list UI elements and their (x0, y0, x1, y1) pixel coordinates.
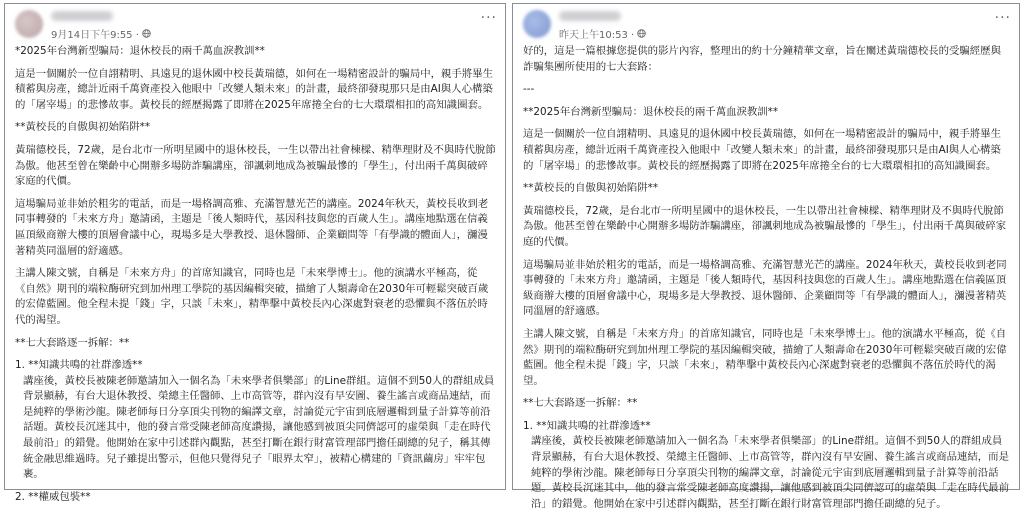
more-options-icon[interactable]: ··· (994, 10, 1011, 26)
post-paragraph: **七大套路逐一拆解：** (15, 336, 130, 349)
post-paragraph: 講座後，黃校長被陳老師邀請加入一個名為「未來學者俱樂部」的Line群組。這個不到50人的群組成員背景顯赫，有台大退休教授、榮總主任醫師、上市高管等，群內沒有早安圖、養生謠言或商品連結，而是純粹的學術沙龍。陳老師每日分享頂尖刊物的編譯文章，討論從元宇宙到底層邏輯到量子計算等前沿話題。黃校長沉迷其中，他的發言常受陳老師高度讚揚，讓他感到被頂尖同儕認可的虛榮與「走在時代最前沿」的錯覺。他開始在家中引述群內觀點，甚至打斷在銀行財富管理部門擔任副總的兒子。 (531, 435, 1009, 510)
post-paragraph: **黃校長的自傲與初始陷阱** (523, 182, 659, 195)
post-header (513, 4, 1019, 42)
post-paragraph: 這場騙局並非始於粗劣的電話，而是一場格調高雅、充滿智慧光芒的講座。2024年秋天，黃校長收到老同事轉發的「未來方舟」邀請函，主題是「後人類時代，基因科技與您的百歲人生」。講座地點選在信義區頂級商辦大樓的頂層會議中心，現場多是大學教授、退休醫師、企業顧問等「有學識的體面人」，瀰漫著精英同溫層的舒適感。 (15, 197, 489, 257)
post-timestamp[interactable]: 9月14日下午9:55 · (51, 30, 139, 41)
more-options-icon[interactable]: ··· (480, 10, 497, 26)
post-paragraph: **七大套路逐一拆解：** (523, 397, 638, 410)
post-timestamp[interactable]: 昨天上午10:53 · (559, 30, 635, 41)
post-paragraph: 這是一個關於一位自詡精明、具遠見的退休國中校長黃瑞德，如何在一場精密設計的騙局中，親手將畢生積蓄與房產，總計近兩千萬資產投入他眼中「改變人類未來」的計畫，最終卻發現那只是由AI與人心構築的「屠宰場」的悲慘故事。黃校長的經歷揭露了即將在2025年席捲全台的七大環環相扣的高知識圈套。 (15, 67, 493, 111)
post-card-left (4, 3, 506, 503)
post-paragraph: 主講人陳文號，自稱是「未來方舟」的首席知識官，同時也是「未來學博士」。他的演講水平極高，從《自然》期刊的端粒酶研究到加州理工學院的基因編輯突破，描繪了人類壽命在2030年可輕鬆突破百歲的宏偉藍圖。他全程未提「錢」字，只談「未來」，精準擊中黃校長內心深處對衰老的恐懼與不落伍於時代的渴望。 (523, 327, 1007, 387)
post-paragraph: 好的，這是一篇根據您提供的影片內容，整理出的約十分鐘精華文章，旨在闡述黃瑞德校長的受騙經歷與詐騙集團所使用的七大套路： (523, 45, 1001, 73)
post-paragraph: **黃校長的自傲與初始陷阱** (15, 121, 151, 134)
post-paragraph: 這是一個關於一位自詡精明、具遠見的退休國中校長黃瑞德，如何在一場精密設計的騙局中，親手將畢生積蓄與房產，總計近兩千萬資產投入他眼中「改變人類未來」的計畫，最終卻發現那只是由AI與人心構築的「屠宰場」的悲慘故事。黃校長的經歷揭露了即將在2025年席捲全台的七大環環相扣的高知識圈套。 (523, 128, 1001, 172)
post-paragraph: --- (523, 83, 535, 96)
post-paragraph: 1. **知識共鳴的社群滲透** (523, 419, 651, 432)
post-paragraph: *2025年台灣新型騙局：退休校長的兩千萬血淚教訓** (15, 45, 265, 57)
post-paragraph: 主講人陳文號，自稱是「未來方舟」的首席知識官，同時也是「未來學博士」。他的演講水平極高，從《自然》期刊的端粒酶研究到加州理工學院的基因編輯突破，描繪了人類壽命在2030年可輕鬆突破百歲的宏偉藍圖。他全程未提「錢」字，只談「未來」，精準擊中黃校長內心深處對衰老的恐懼與不落伍於時代的渴望。 (15, 267, 489, 326)
post-meta (51, 26, 151, 41)
post-paragraph: 講座後，黃校長被陳老師邀請加入一個名為「未來學者俱樂部」的Line群組。這個不到50人的群組成員背景顯赫，有台大退休教授、榮總主任醫師、上市高管等，群內沒有早安圖、養生謠言或商品連結，而是純粹的學術沙龍。陳老師每日分享頂尖刊物的編譯文章，討論從元宇宙到底層邏輯到量子計算等前沿話題。黃校長沉迷其中，他的發言常受陳老師高度讚揚，讓他感到被頂尖同儕認可的虛榮與「走在時代最前沿」的錯覺。他開始在家中引述群內觀點，甚至打斷在銀行財富管理部門擔任副總的兒子，稱其傳統金融思維過時。兒子雖提出警示，但他只覺得兒子「眼界太窄」，被精心構建的「資訊繭房」牢牢包裹。 (23, 374, 495, 481)
post-text (15, 44, 497, 512)
post-paragraph: 這場騙局並非始於粗劣的電話，而是一場格調高雅、充滿智慧光芒的講座。2024年秋天，黃校長收到老同事轉發的「未來方舟」邀請函，主題是「後人類時代，基因科技與您的百歲人生」。講座地點選在信義區頂級商辦大樓的頂層會議中心，現場多是大學教授、退休醫師、企業顧問等「有學識的體面人」，瀰漫著精英同溫層的舒適感。 (523, 258, 1007, 318)
post-meta (559, 26, 646, 41)
post-paragraph: 1. **知識共鳴的社群滲透** (15, 359, 143, 372)
post-paragraph: 黃瑞德校長，72歲，是台北市一所明星國中的退休校長，一生以帶出社會棟樑、精準理財及不與時代脫節為傲。他甚至曾在樂齡中心開辦多場防詐騙講座，卻諷刺地成為被騙最慘的「學生」，付出兩千萬與破碎家庭的代價。 (523, 204, 1007, 248)
author-name-blurred[interactable] (559, 11, 621, 21)
post-paragraph: **2025年台灣新型騙局：退休校長的兩千萬血淚教訓** (523, 105, 779, 118)
post-paragraph: 黃瑞德校長，72歲，是台北市一所明星國中的退休校長，一生以帶出社會棟樑、精準理財及不與時代脫節為傲。他甚至曾在樂齡中心開辦多場防詐騙講座，卻諷刺地成為被騙最慘的「學生」，付出兩千萬與破碎家庭的代價。 (15, 143, 496, 188)
author-name-blurred[interactable] (51, 11, 113, 21)
avatar[interactable] (15, 10, 43, 38)
globe-icon (637, 29, 646, 38)
post-header (5, 4, 505, 42)
globe-icon (142, 29, 151, 38)
post-paragraph: 2. **權威包裝** (15, 490, 91, 503)
post-card-right (512, 3, 1020, 510)
post-text (523, 44, 1011, 519)
avatar[interactable] (523, 10, 551, 38)
